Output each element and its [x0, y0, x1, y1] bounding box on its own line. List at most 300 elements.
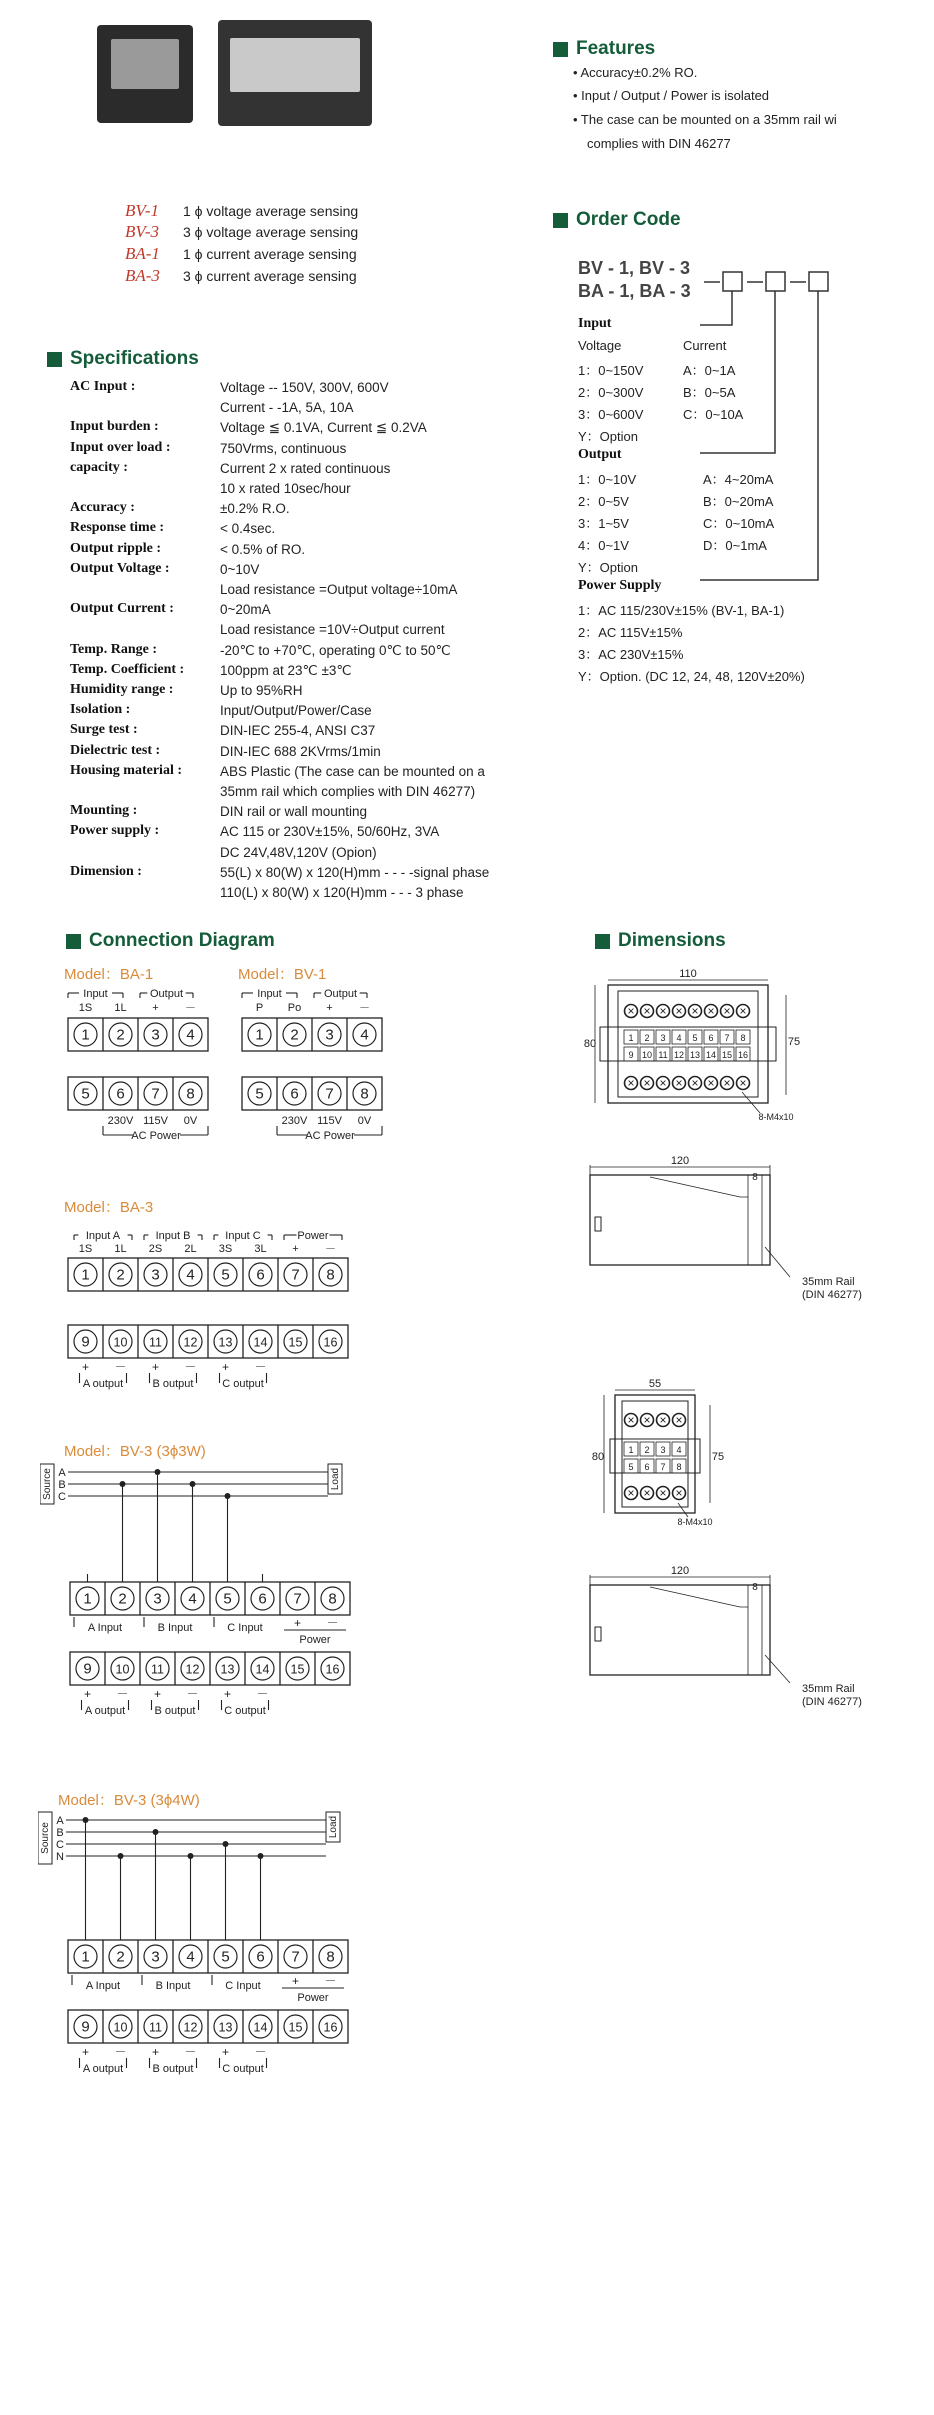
spec-label: AC Input :: [70, 379, 136, 394]
spec-label: Power supply :: [70, 823, 160, 839]
terminal-number: 1: [81, 1266, 90, 1284]
order-output-v: 2：0~5V: [578, 494, 629, 509]
group-label: A output: [82, 1378, 124, 1390]
terminal-number: 7: [724, 1033, 730, 1043]
volt-label: 230V: [107, 1115, 134, 1127]
model-ba1-label: Model：BA-1: [64, 966, 154, 983]
top-label: －: [359, 1002, 370, 1014]
terminal-number: 8: [740, 1033, 746, 1043]
polarity-label: +: [293, 1616, 302, 1630]
group-label: C Input: [225, 1980, 261, 1992]
terminal-number: 2: [644, 1445, 650, 1455]
polarity-label: +: [223, 1687, 232, 1701]
model-bv3w-label: Model：BV-3 (3ϕ3W): [64, 1443, 206, 1460]
terminal-number: 6: [116, 1085, 125, 1103]
ba1-wiring-diagram: [60, 985, 220, 1150]
terminal-number: 6: [290, 1085, 299, 1103]
model-row: [125, 201, 358, 221]
spec-value: < 0.5% of RO.: [220, 541, 306, 557]
terminal-number: 9: [83, 1660, 92, 1678]
terminal-number: 6: [256, 1948, 265, 1966]
features-title: Features: [553, 38, 655, 60]
spec-label: Humidity range :: [70, 682, 174, 697]
top-label: +: [326, 1002, 333, 1014]
terminal-number: 13: [218, 2020, 233, 2035]
order-output-c: D：0~1mA: [703, 538, 767, 553]
spec-value: 10 x rated 10sec/hour: [220, 481, 351, 496]
terminal-number: 15: [288, 1335, 303, 1350]
spec-value: DIN-IEC 688 2KVrms/1min: [220, 743, 381, 759]
terminal-number: 5: [221, 1266, 230, 1284]
phase-label: A: [56, 1815, 64, 1827]
rail-label: 35mm Rail: [802, 1276, 855, 1288]
screw-icon: ×: [659, 1076, 667, 1090]
spec-value: Load resistance =10V÷Output current: [220, 622, 445, 638]
terminal-number: 1: [81, 1948, 90, 1966]
model-desc: 3 ϕ voltage average sensing: [183, 224, 359, 240]
model-ba3-label: Model：BA-3: [64, 1199, 154, 1216]
spec-value: Current - -1A, 5A, 10A: [220, 400, 354, 416]
source-label: Source: [42, 1468, 53, 1500]
wire-line: [678, 1503, 688, 1517]
terminal-number: 3: [660, 1445, 666, 1455]
terminal-number: 14: [705, 1050, 717, 1060]
specifications-title: Specifications: [47, 348, 199, 370]
polarity-label: －: [254, 2045, 267, 2059]
order-output-c: C：0~10mA: [703, 516, 775, 531]
dim-label: 8: [752, 1582, 758, 1593]
spec-value: Up to 95%RH: [220, 683, 303, 698]
terminal-number: 7: [151, 1085, 160, 1103]
top-label: 2S: [148, 1243, 163, 1255]
spec-label: Response time :: [70, 520, 165, 536]
terminal-number: 2: [290, 1026, 299, 1044]
terminal-number: 13: [218, 1335, 233, 1350]
bv3w-wiring-diagram: [40, 1462, 360, 1732]
terminal-number: 9: [81, 1333, 90, 1351]
screw-icon: ×: [691, 1076, 699, 1090]
group-label: B output: [152, 2063, 194, 2075]
terminal-number: 10: [641, 1050, 653, 1060]
polarity-label: +: [221, 2045, 230, 2059]
terminal-number: 11: [658, 1050, 668, 1060]
terminal-number: 2: [116, 1026, 125, 1044]
terminal-number: 6: [256, 1266, 265, 1284]
connection-title: Connection Diagram: [66, 930, 275, 952]
terminal-number: 10: [113, 1335, 128, 1350]
polarity-label: +: [151, 1360, 160, 1374]
terminal-number: 14: [255, 1662, 270, 1677]
dim-label: 75: [711, 1451, 725, 1463]
spec-label: Input over load :: [70, 439, 171, 455]
model-code: BA-1: [125, 244, 160, 263]
product-photo-large: [218, 20, 372, 126]
screw-icon: ×: [659, 1486, 667, 1500]
terminal-number: 4: [186, 1026, 195, 1044]
top-label: 1L: [114, 1002, 127, 1014]
volt-label: 115V: [317, 1115, 342, 1127]
spec-value: Voltage ≦ 0.1VA, Current ≦ 0.2VA: [220, 420, 427, 436]
top-label: 1S: [78, 1243, 93, 1255]
order-input-heading: Input: [578, 316, 612, 331]
terminal-number: 11: [149, 2020, 162, 2035]
spec-value: 35mm rail which complies with DIN 46277): [220, 784, 476, 799]
top-label: +: [152, 1002, 159, 1014]
spec-value: ±0.2% R.O.: [220, 501, 290, 517]
order-input-c: C：0~10A: [683, 407, 744, 422]
terminal-number: 3: [151, 1266, 160, 1284]
screw-icon: ×: [675, 1413, 683, 1427]
terminal-number: 7: [660, 1462, 666, 1472]
terminal-number: 4: [186, 1948, 195, 1966]
dim-label: 120: [670, 1565, 690, 1577]
order-input-v: 2：0~300V: [578, 385, 644, 400]
screw-icon: ×: [739, 1004, 747, 1018]
terminal-number: 7: [325, 1085, 334, 1103]
dim-label: 110: [679, 968, 697, 980]
spec-label: Temp. Coefficient :: [70, 661, 185, 677]
screw-icon: ×: [659, 1004, 667, 1018]
load-label: Load: [330, 1467, 341, 1491]
screw-icon: ×: [723, 1004, 731, 1018]
dimensions-title: Dimensions: [595, 930, 726, 952]
polarity-label: +: [221, 1360, 230, 1374]
terminal-number: 12: [185, 1662, 200, 1677]
spec-label: capacity :: [70, 459, 128, 475]
volt-label: 0V: [183, 1115, 198, 1127]
terminal-number: 16: [323, 2020, 338, 2035]
screw-icon: ×: [675, 1486, 683, 1500]
polarity-label: +: [81, 1360, 90, 1374]
ba3-wiring-diagram: [60, 1225, 360, 1395]
phase-label: C: [58, 1491, 66, 1503]
screw-icon: ×: [739, 1076, 747, 1090]
screw-icon: ×: [627, 1076, 635, 1090]
order-code-line2: BA - 1, BA - 3: [578, 281, 691, 301]
spec-value: -20℃ to +70℃, operating 0℃ to 50℃: [220, 642, 451, 658]
screw-icon: ×: [691, 1004, 699, 1018]
terminal-number: 4: [188, 1590, 197, 1608]
terminal-number: 1: [81, 1026, 90, 1044]
polarity-label: －: [184, 2045, 197, 2059]
screw-icon: ×: [643, 1076, 651, 1090]
phase-label: B: [56, 1827, 64, 1839]
spec-value: DIN rail or wall mounting: [220, 804, 368, 820]
polarity-label: －: [114, 2045, 127, 2059]
spec-label: Input burden :: [70, 419, 159, 435]
group-label: Input C: [225, 1230, 261, 1242]
ac-power-label: AC Power: [131, 1130, 181, 1142]
volt-label: 115V: [143, 1115, 168, 1127]
screw-icon: ×: [643, 1413, 651, 1427]
terminal-number: 5: [81, 1085, 90, 1103]
order-output-v: 3：1~5V: [578, 516, 629, 531]
terminal-number: 5: [628, 1462, 634, 1472]
feature-item: complies with DIN 46277: [587, 136, 731, 151]
screw-icon: ×: [643, 1004, 651, 1018]
terminal-number: 3: [325, 1026, 334, 1044]
top-label: 3S: [218, 1243, 233, 1255]
spec-value: < 0.4sec.: [220, 521, 276, 537]
terminal-number: 8: [326, 1948, 335, 1966]
group-label: Input: [257, 988, 282, 1000]
polarity-label: －: [256, 1687, 269, 1701]
screw-icon: ×: [707, 1004, 715, 1018]
terminal-number: 14: [253, 2020, 268, 2035]
terminal-number: 11: [151, 1662, 164, 1677]
terminal-number: 4: [360, 1026, 369, 1044]
polarity-label: －: [116, 1687, 129, 1701]
terminal-number: 5: [221, 1948, 230, 1966]
spec-value: Load resistance =Output voltage÷10mA: [220, 582, 458, 597]
order-code-title: Order Code: [553, 209, 681, 231]
group-label: A output: [84, 1705, 126, 1717]
group-label: B output: [154, 1705, 196, 1717]
terminal-number: 1: [628, 1033, 634, 1043]
source-label: Source: [40, 1822, 51, 1854]
group-label: Input: [83, 988, 108, 1000]
order-output-v: 4：0~1V: [578, 538, 629, 553]
polarity-label: +: [151, 2045, 160, 2059]
rail-label: (DIN 46277): [802, 1289, 862, 1301]
terminal-number: 12: [183, 1335, 198, 1350]
dim-label: 75: [787, 1036, 801, 1048]
side-edge: [650, 1587, 748, 1607]
terminal-number: 8: [360, 1085, 369, 1103]
group-label: C output: [222, 1378, 264, 1390]
terminal-number: 16: [323, 1335, 338, 1350]
group-label: Power: [299, 1634, 331, 1646]
order-output-v: Y：Option: [578, 560, 638, 575]
spec-label: Dimension :: [70, 863, 142, 879]
spec-value: DIN-IEC 255-4, ANSI C37: [220, 723, 376, 739]
terminal-number: 7: [291, 1266, 300, 1284]
top-label: +: [292, 1243, 299, 1255]
group-label: Input B: [155, 1230, 191, 1242]
order-input-c: A：0~1A: [683, 363, 736, 378]
terminal-number: 2: [116, 1266, 125, 1284]
terminal-number: 3: [151, 1026, 160, 1044]
side-view: [590, 1175, 770, 1265]
group-label: C output: [224, 1705, 266, 1717]
terminal-number: 10: [113, 2020, 128, 2035]
spec-value: 750Vrms, continuous: [220, 440, 347, 456]
model-code: BA-3: [125, 266, 160, 285]
spec-value: Input/Output/Power/Case: [220, 703, 372, 719]
screw-icon: ×: [707, 1076, 715, 1090]
terminal-number: 3: [660, 1033, 666, 1043]
wire-line: [765, 1655, 790, 1683]
feature-item: • Accuracy±0.2% RO.: [573, 65, 698, 80]
terminal-number: 6: [644, 1462, 650, 1472]
top-label: 1S: [78, 1002, 93, 1014]
top-label: 1L: [114, 1243, 127, 1255]
phase-label: B: [58, 1479, 66, 1491]
spec-value: Current 2 x rated continuous: [220, 460, 391, 476]
terminal-number: 6: [708, 1033, 714, 1043]
dim-label: 8: [752, 1172, 758, 1183]
polarity-label: －: [326, 1616, 339, 1630]
model-row: [125, 266, 357, 286]
polarity-label: +: [153, 1687, 162, 1701]
order-power-heading: Power Supply: [578, 578, 662, 593]
terminal-number: 16: [737, 1050, 749, 1060]
feature-item: • Input / Output / Power is isolated: [573, 88, 770, 103]
model-desc: 3 ϕ current average sensing: [183, 268, 357, 284]
order-power-row: 3：AC 230V±15%: [578, 647, 684, 662]
spec-label: Temp. Range :: [70, 641, 157, 657]
terminal-number: 16: [325, 1662, 340, 1677]
dimensions-drawings: [580, 955, 880, 1745]
phase-label: A: [58, 1467, 66, 1479]
polarity-label: －: [324, 1974, 337, 1988]
terminal-number: 7: [293, 1590, 302, 1608]
phase-label: N: [56, 1851, 64, 1863]
bv4w-wiring-diagram: [38, 1810, 358, 2100]
dim-label: 80: [583, 1038, 597, 1050]
spec-value: 100ppm at 23℃ ±3℃: [220, 662, 352, 678]
top-label: 3L: [254, 1243, 267, 1255]
polarity-label: －: [186, 1687, 199, 1701]
side-view-small: [590, 1585, 770, 1675]
spec-value: ABS Plastic (The case can be mounted on a: [220, 763, 485, 779]
order-output-v: 1：0~10V: [578, 472, 637, 487]
terminal-number: 12: [673, 1050, 685, 1060]
group-label: Power: [297, 1230, 329, 1242]
group-label: A Input: [85, 1980, 121, 1992]
spec-label: Output Current :: [70, 601, 174, 617]
terminal-number: 5: [223, 1590, 232, 1608]
group-label: Output: [323, 988, 358, 1000]
phase-label: C: [56, 1839, 64, 1851]
top-label: －: [325, 1243, 336, 1255]
order-code-line1: BV - 1, BV - 3: [578, 258, 691, 278]
spec-value: AC 115 or 230V±15%, 50/60Hz, 3VA: [220, 824, 440, 840]
ac-power-label: AC Power: [305, 1130, 355, 1142]
spec-value: 0~10V: [220, 561, 260, 577]
model-desc: 1 ϕ current average sensing: [183, 246, 357, 262]
polarity-label: +: [83, 1687, 92, 1701]
order-input-c: B：0~5A: [683, 385, 736, 400]
terminal-number: 4: [676, 1445, 682, 1455]
group-label: Output: [149, 988, 184, 1000]
side-notch: [595, 1627, 601, 1641]
spec-label: Accuracy :: [70, 500, 135, 516]
dim-label: 120: [670, 1155, 690, 1167]
screw-icon: ×: [659, 1413, 667, 1427]
dim-label: 55: [648, 1378, 662, 1390]
terminal-number: 14: [253, 1335, 268, 1350]
screw-spec-label: 8-M4x10: [758, 1112, 794, 1122]
spec-value: DC 24V,48V,120V (Opion): [220, 844, 377, 860]
top-label: －: [185, 1002, 196, 1014]
terminal-number: 3: [153, 1590, 162, 1608]
order-power-row: 1：AC 115/230V±15% (BV-1, BA-1): [578, 603, 785, 618]
dim-rail-small: [610, 1439, 700, 1473]
order-input-v: 3：0~600V: [578, 407, 644, 422]
model-bv4w-label: Model：BV-3 (3ϕ4W): [58, 1792, 200, 1809]
spec-label: Output ripple :: [70, 540, 162, 556]
model-code: BV-1: [125, 201, 159, 220]
model-row: [125, 244, 357, 264]
order-power-row: 2：AC 115V±15%: [578, 625, 683, 640]
top-label: Po: [287, 1002, 302, 1014]
side-edge: [650, 1177, 748, 1197]
screw-icon: ×: [675, 1004, 683, 1018]
top-label: 2L: [184, 1243, 197, 1255]
spec-label: Output Voltage :: [70, 560, 170, 576]
terminal-number: 15: [721, 1050, 733, 1060]
model-row: [125, 222, 358, 242]
group-label: Power: [297, 1992, 329, 2004]
spec-value: Voltage -- 150V, 300V, 600V: [220, 380, 389, 395]
terminal-number: 10: [115, 1662, 130, 1677]
screw-icon: ×: [643, 1486, 651, 1500]
order-current-col: Current: [683, 338, 727, 353]
polarity-label: －: [114, 1360, 127, 1374]
group-label: Input A: [85, 1230, 121, 1242]
order-input-v: Y：Option: [578, 429, 638, 444]
bv1-wiring-diagram: [234, 985, 394, 1150]
terminal-number: 13: [220, 1662, 235, 1677]
spec-value: 55(L) x 80(W) x 120(H)mm - - - -signal phase: [220, 864, 490, 880]
group-label: C Input: [227, 1622, 263, 1634]
terminal-number: 1: [628, 1445, 634, 1455]
terminal-number: 8: [328, 1590, 337, 1608]
screw-spec-label: 8-M4x10: [677, 1517, 713, 1527]
product-photo-small: [97, 25, 193, 123]
rail-label: (DIN 46277): [802, 1696, 862, 1708]
terminal-number: 3: [151, 1948, 160, 1966]
terminal-number: 7: [291, 1948, 300, 1966]
screw-icon: ×: [627, 1004, 635, 1018]
side-notch: [595, 1217, 601, 1231]
spec-value: 110(L) x 80(W) x 120(H)mm - - - 3 phase: [220, 885, 464, 900]
top-label: P: [255, 1002, 264, 1014]
terminal-number: 2: [118, 1590, 127, 1608]
terminal-number: 11: [149, 1335, 162, 1350]
screw-icon: ×: [723, 1076, 731, 1090]
terminal-number: 8: [326, 1266, 335, 1284]
rail-label: 35mm Rail: [802, 1683, 855, 1695]
polarity-label: －: [184, 1360, 197, 1374]
order-power-row: Y：Option. (DC 12, 24, 48, 120V±20%): [578, 669, 805, 684]
spec-label: Housing material :: [70, 762, 182, 778]
spec-label: Surge test :: [70, 722, 138, 738]
screw-icon: ×: [627, 1486, 635, 1500]
spec-value: 0~20mA: [220, 602, 271, 618]
terminal-number: 13: [689, 1050, 701, 1060]
model-code: BV-3: [125, 222, 159, 241]
model-desc: 1 ϕ voltage average sensing: [183, 203, 359, 219]
terminal-number: 9: [628, 1050, 634, 1060]
terminal-number: 6: [258, 1590, 267, 1608]
terminal-number: 8: [676, 1462, 682, 1472]
terminal-number: 15: [290, 1662, 305, 1677]
terminal-number: 5: [692, 1033, 698, 1043]
terminal-number: 5: [255, 1085, 264, 1103]
polarity-label: －: [254, 1360, 267, 1374]
terminal-number: 4: [186, 1266, 195, 1284]
feature-item: • The case can be mounted on a 35mm rail wi: [573, 112, 837, 127]
terminal-number: 15: [288, 2020, 303, 2035]
order-input-v: 1：0~150V: [578, 363, 644, 378]
group-label: A Input: [87, 1622, 123, 1634]
order-output-c: A：4~20mA: [703, 472, 774, 487]
spec-label: Dielectric test :: [70, 742, 161, 758]
terminal-number: 12: [183, 2020, 198, 2035]
polarity-label: +: [291, 1974, 300, 1988]
